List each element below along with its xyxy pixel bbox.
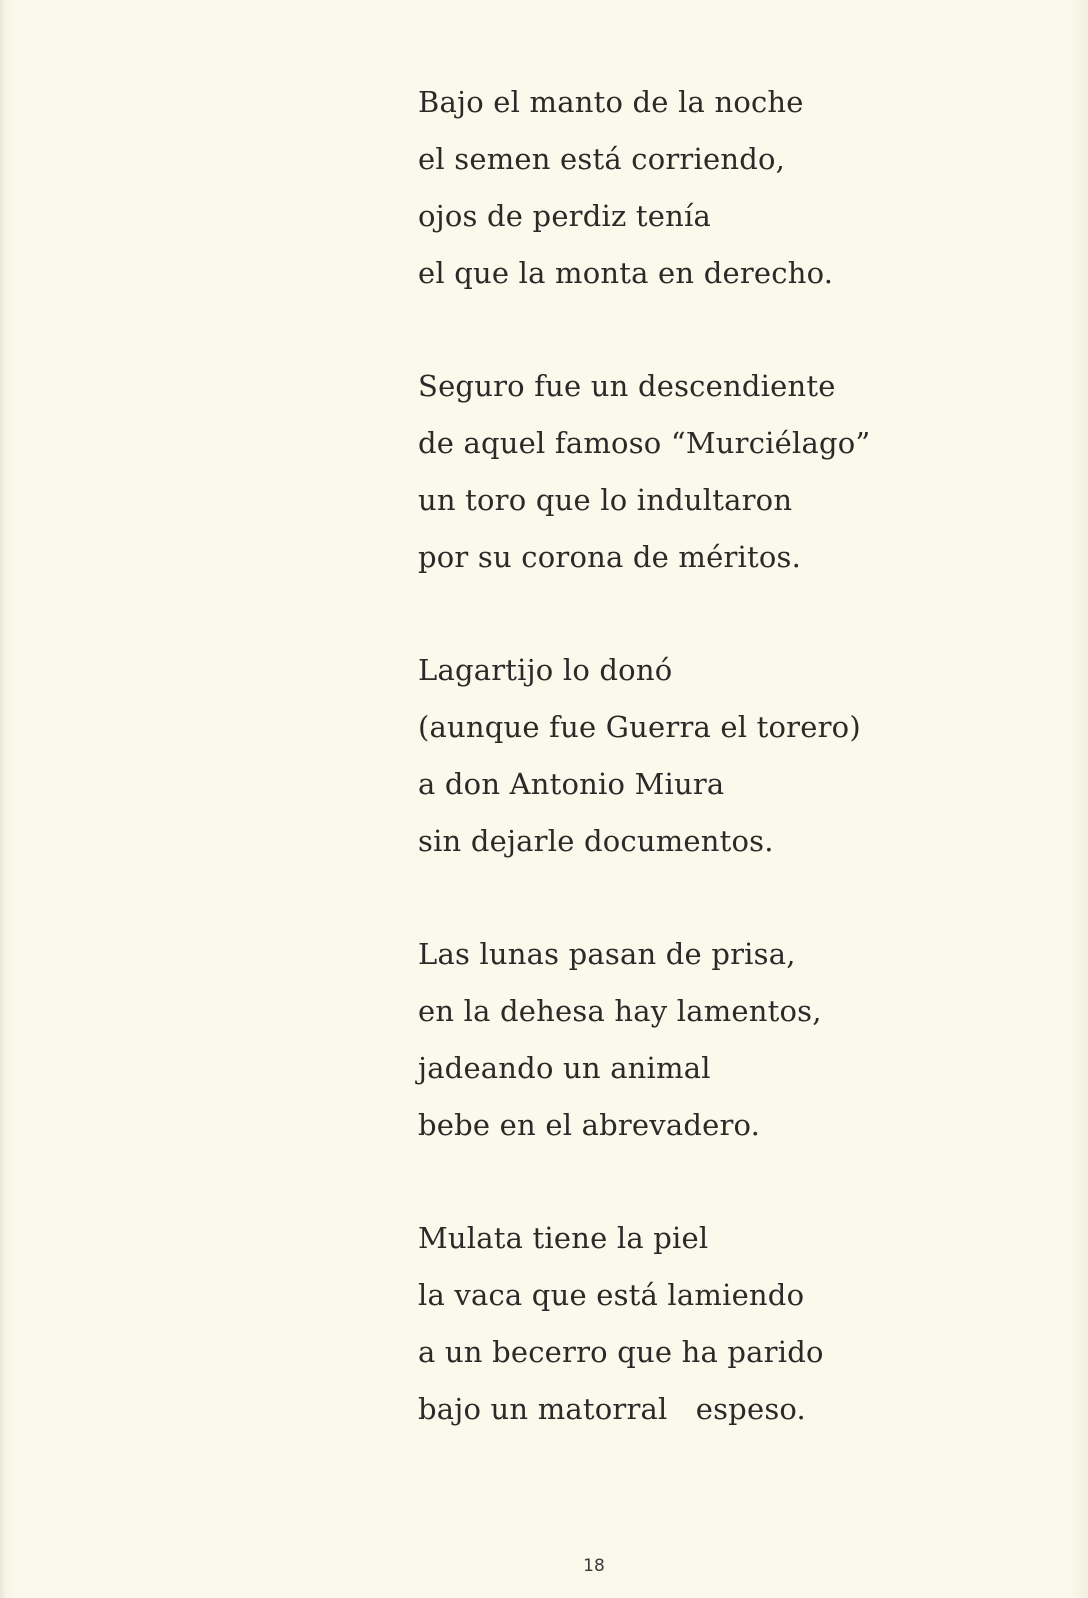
- verse-line: (aunque fue Guerra el torero): [418, 710, 861, 744]
- verse-line: de aquel famoso “Murciélago”: [418, 426, 871, 460]
- verse-line: bajo un matorral espeso.: [418, 1392, 806, 1426]
- verse-line: por su corona de méritos.: [418, 540, 802, 574]
- stanza-4: [418, 926, 978, 1154]
- verse-line: a don Antonio Miura: [418, 767, 725, 801]
- verse-line: ojos de perdiz tenía: [418, 199, 711, 233]
- verse-line: sin dejarle documentos.: [418, 824, 774, 858]
- verse-line: la vaca que está lamiendo: [418, 1278, 805, 1312]
- stanza-3: [418, 642, 978, 870]
- stanza-2: [418, 358, 978, 586]
- verse-line: el que la monta en derecho.: [418, 256, 834, 290]
- verse-line: Seguro fue un descendiente: [418, 369, 836, 403]
- verse-line: Mulata tiene la piel: [418, 1221, 709, 1255]
- verse-line: en la dehesa hay lamentos,: [418, 994, 822, 1028]
- verse-line: Lagartijo lo donó: [418, 653, 673, 687]
- verse-line: Bajo el manto de la noche: [418, 85, 804, 119]
- verse-line: el semen está corriendo,: [418, 142, 786, 176]
- stanza-5: [418, 1210, 978, 1438]
- poem: [418, 74, 978, 1494]
- verse-line: Las lunas pasan de prisa,: [418, 937, 796, 971]
- verse-line: a un becerro que ha parido: [418, 1335, 824, 1369]
- stanza-1: [418, 74, 978, 302]
- verse-line: jadeando un animal: [418, 1051, 711, 1085]
- verse-line: bebe en el abrevadero.: [418, 1108, 761, 1142]
- page-number: 18: [583, 1556, 605, 1576]
- verse-line: un toro que lo indultaron: [418, 483, 793, 517]
